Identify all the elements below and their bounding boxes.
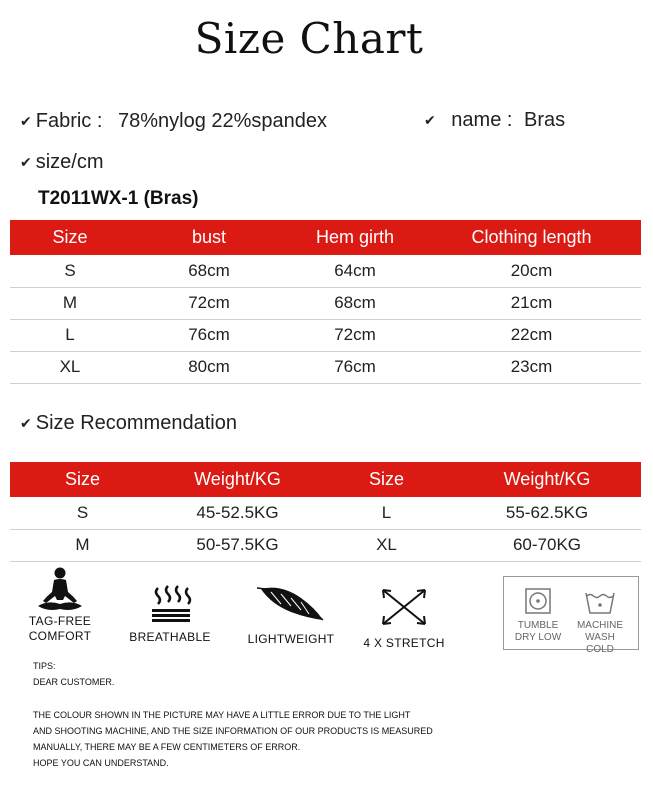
table-cell: S xyxy=(10,497,155,529)
name-line xyxy=(424,109,565,132)
fabric-line xyxy=(20,110,327,133)
table-cell: L xyxy=(10,319,130,351)
checkmark-icon: ✔ xyxy=(20,154,32,170)
size-unit-line xyxy=(20,151,104,174)
table-cell: 68cm xyxy=(130,255,288,287)
breathable-icon xyxy=(140,582,200,622)
feature-lightweight xyxy=(236,584,346,674)
table-row xyxy=(10,497,641,529)
stretch-arrows-icon xyxy=(377,584,431,630)
recommendation-heading xyxy=(20,412,237,435)
table-cell: 45-52.5KG xyxy=(155,497,320,529)
tips-text: HOPE YOU CAN UNDERSTAND. xyxy=(33,758,169,768)
table-header-row xyxy=(10,462,641,497)
column-header: Weight/KG xyxy=(155,462,320,497)
tumble-label-2: DRY LOW xyxy=(514,632,562,643)
tips-heading: TIPS: xyxy=(33,661,56,671)
tips-text: AND SHOOTING MACHINE, AND THE SIZE INFORMATION OF OUR PRODUCTS IS MEASURED xyxy=(33,726,433,736)
table-cell: 50-57.5KG xyxy=(155,529,320,561)
table-row xyxy=(10,319,641,351)
breathable-label: BREATHABLE xyxy=(129,630,211,644)
column-header: Size xyxy=(10,462,155,497)
tumble-dry-icon xyxy=(524,587,552,615)
table-cell: 72cm xyxy=(130,287,288,319)
table-cell: S xyxy=(10,255,130,287)
table-cell: L xyxy=(320,497,453,529)
name-label: name : xyxy=(451,109,513,131)
fabric-value: 78%nylog 22%spandex xyxy=(117,110,328,132)
table-cell: 22cm xyxy=(422,319,641,351)
table-cell: 23cm xyxy=(422,351,641,383)
fabric-label: Fabric : xyxy=(35,110,103,132)
checkmark-icon: ✔ xyxy=(20,415,32,431)
stretch-label: 4 X STRETCH xyxy=(363,636,445,650)
recommendation-table xyxy=(10,462,641,562)
checkmark-icon: ✔ xyxy=(424,112,436,128)
tumble-label-1: TUMBLE xyxy=(517,620,559,631)
table-cell: 64cm xyxy=(288,255,422,287)
column-header: Clothing length xyxy=(422,220,641,255)
table-cell: 60-70KG xyxy=(453,529,641,561)
page-title: Size Chart xyxy=(194,14,424,63)
table-cell: 20cm xyxy=(422,255,641,287)
column-header: bust xyxy=(130,220,288,255)
table-cell: XL xyxy=(10,351,130,383)
table-cell: 76cm xyxy=(130,319,288,351)
name-value: Bras xyxy=(524,109,566,131)
size-unit: size/cm xyxy=(35,151,104,173)
column-header: Size xyxy=(320,462,453,497)
yoga-figure-icon xyxy=(30,566,90,614)
feature-breathable xyxy=(118,582,222,672)
table-cell: 68cm xyxy=(288,287,422,319)
table-cell: 21cm xyxy=(422,287,641,319)
size-table xyxy=(10,220,641,384)
table-cell: 80cm xyxy=(130,351,288,383)
table-row xyxy=(10,255,641,287)
wash-basin-icon xyxy=(584,587,616,615)
care-instructions xyxy=(503,576,639,655)
recommendation-title: Size Recommendation xyxy=(35,412,237,434)
feather-icon xyxy=(251,584,331,626)
tips-greeting: DEAR CUSTOMER. xyxy=(33,677,115,687)
feature-tag-free xyxy=(14,566,106,656)
model-number: T2011WX-1 (Bras) xyxy=(38,188,199,209)
table-row xyxy=(10,351,641,383)
table-cell: M xyxy=(10,529,155,561)
feature-stretch xyxy=(356,584,452,674)
tag-free-label-1: TAG-FREE xyxy=(28,614,92,628)
lightweight-label: LIGHTWEIGHT xyxy=(247,632,335,646)
column-header: Hem girth xyxy=(288,220,422,255)
wash-label-2: WASH COLD xyxy=(585,632,615,655)
table-row xyxy=(10,287,641,319)
table-cell: XL xyxy=(320,529,453,561)
table-cell: 76cm xyxy=(288,351,422,383)
tips-text: MANUALLY, THERE MAY BE A FEW CENTIMETERS OF ERROR. xyxy=(33,742,301,752)
table-header-row xyxy=(10,220,641,255)
checkmark-icon: ✔ xyxy=(20,113,32,129)
column-header: Size xyxy=(10,220,130,255)
tips-text: THE COLOUR SHOWN IN THE PICTURE MAY HAVE A LITTLE ERROR DUE TO THE LIGHT xyxy=(33,710,411,720)
table-row xyxy=(10,529,641,561)
tag-free-label-2: COMFORT xyxy=(28,629,92,643)
column-header: Weight/KG xyxy=(453,462,641,497)
tumble-dry-low xyxy=(508,587,568,644)
wash-label-1: MACHINE xyxy=(576,620,624,631)
table-cell: 55-62.5KG xyxy=(453,497,641,529)
machine-wash-cold xyxy=(570,587,630,656)
table-cell: 72cm xyxy=(288,319,422,351)
table-cell: M xyxy=(10,287,130,319)
